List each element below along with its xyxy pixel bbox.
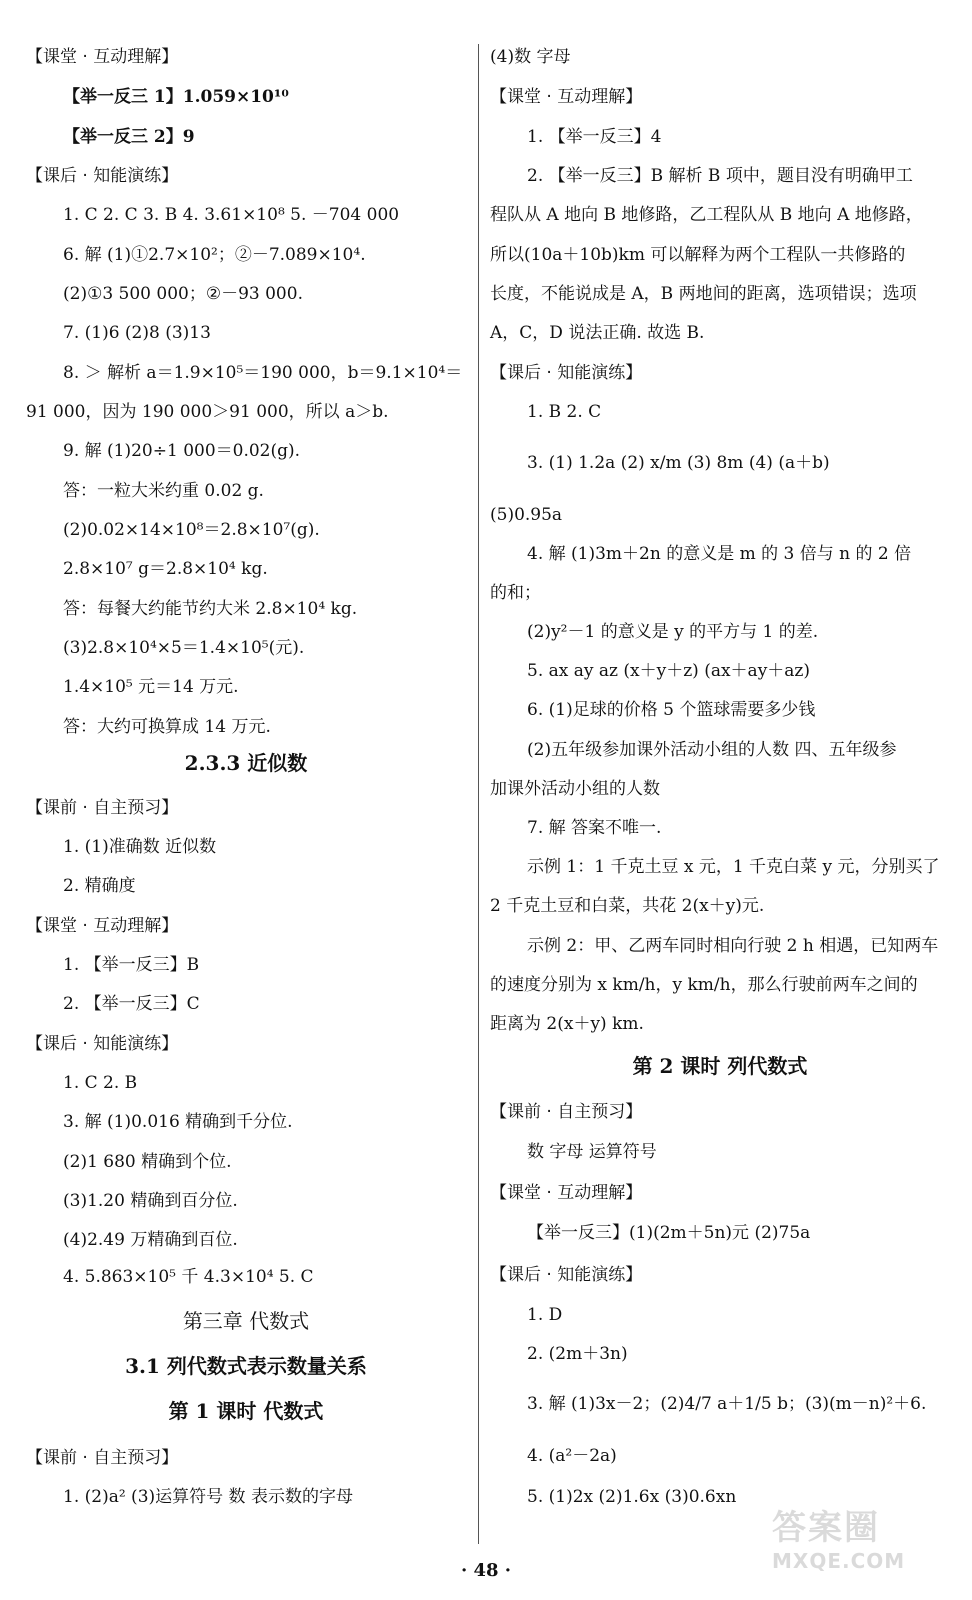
answer-line: 91 000，因为 190 000＞91 000，所以 a＞b. [26, 402, 389, 422]
section-title: 3.1 列代数式表示数量关系 [125, 1354, 367, 1378]
watermark-logo [772, 1500, 942, 1580]
answer-line: 示例 2：甲、乙两车同时相向行驶 2 h 相遇，已知两车 [527, 936, 939, 956]
answer-line: 3. (1) 1.2a (2) x/m (3) 8m (4) (a＋b) [527, 453, 830, 473]
answer-line: 距离为 2(x＋y) km. [490, 1014, 644, 1034]
answer-line: (4)数 字母 [490, 47, 571, 67]
answer-line: 答：一粒大米约重 0.02 g. [63, 481, 264, 501]
answer-line: 6. (1)足球的价格 5 个篮球需要多少钱 [527, 700, 816, 720]
section-header: 【课堂 · 互动理解】 [490, 1183, 643, 1203]
answer-line: 1. 【举一反三】B [63, 955, 200, 975]
answer-line: (2)①3 500 000；②－93 000. [63, 284, 303, 304]
section-header: 【课后 · 知能演练】 [490, 363, 643, 383]
section-header: 【课后 · 知能演练】 [26, 1034, 179, 1054]
answer-line: 8. ＞ 解析 a＝1.9×10⁵＝190 000，b＝9.1×10⁴＝ [63, 363, 463, 383]
answer-line: 【举一反三 2】9 [63, 127, 195, 147]
answer-line: 9. 解 (1)20÷1 000＝0.02(g). [63, 441, 301, 461]
answer-line: 1. D [527, 1305, 563, 1325]
section-header: 【课后 · 知能演练】 [26, 166, 179, 186]
answer-line: 5. (1)2x (2)1.6x (3)0.6xn [527, 1487, 737, 1507]
answer-line: 1. B 2. C [527, 402, 602, 422]
answer-line: 长度，不能说成是 A，B 两地间的距离，选项错误；选项 [490, 284, 917, 304]
section-header: 【课前 · 自主预习】 [490, 1102, 643, 1122]
section-title: 2.3.3 近似数 [184, 751, 308, 775]
answer-line: A，C，D 说法正确. 故选 B. [490, 323, 705, 343]
answer-line: 2. 【举一反三】C [63, 994, 200, 1014]
answer-line: 2. (2m＋3n) [527, 1344, 628, 1364]
answer-line: 加课外活动小组的人数 [490, 779, 660, 799]
section-header: 【课后 · 知能演练】 [490, 1265, 643, 1285]
answer-line: 【举一反三 1】1.059×10¹⁰ [63, 87, 289, 107]
answer-line: 1. 【举一反三】4 [527, 127, 662, 147]
answer-line: 答：大约可换算成 14 万元. [63, 717, 271, 737]
answer-line: 所以(10a＋10b)km 可以解释为两个工程队一共修路的 [490, 245, 906, 265]
answer-line: (3)2.8×10⁴×5＝1.4×10⁵(元). [63, 638, 305, 658]
answer-line: 1. C 2. B [63, 1073, 138, 1093]
section-header: 【课堂 · 互动理解】 [26, 47, 179, 67]
section-header: 【课前 · 自主预习】 [26, 798, 179, 818]
answer-line: 7. 解 答案不唯一. [527, 818, 662, 838]
answer-line: 4. 解 (1)3m＋2n 的意义是 m 的 3 倍与 n 的 2 倍 [527, 544, 912, 564]
answer-line: 1. C 2. C 3. B 4. 3.61×10⁸ 5. －704 000 [63, 205, 400, 225]
answer-line: 1. (1)准确数 近似数 [63, 837, 217, 857]
section-title: 第 1 课时 代数式 [168, 1399, 324, 1423]
answer-line: 示例 1：1 千克土豆 x 元，1 千克白菜 y 元，分别买了 [527, 857, 940, 877]
answer-line: 【举一反三】(1)(2m＋5n)元 (2)75a [527, 1223, 811, 1243]
answer-line: (2)五年级参加课外活动小组的人数 四、五年级参 [527, 740, 897, 760]
answer-line: (5)0.95a [490, 505, 563, 525]
answer-line: 3. 解 (1)0.016 精确到千分位. [63, 1112, 293, 1132]
answer-line: 的速度分别为 x km/h，y km/h，那么行驶前两车之间的 [490, 975, 918, 995]
answer-line: 2 千克土豆和白菜，共花 2(x＋y)元. [490, 896, 765, 916]
section-header: 【课堂 · 互动理解】 [26, 916, 179, 936]
answer-line: 7. (1)6 (2)8 (3)13 [63, 323, 211, 343]
answer-line: (4)2.49 万精确到百位. [63, 1230, 238, 1250]
answer-line: (3)1.20 精确到百分位. [63, 1191, 238, 1211]
answer-line: 答：每餐大约能节约大米 2.8×10⁴ kg. [63, 599, 358, 619]
answer-line: 数 字母 运算符号 [527, 1142, 657, 1162]
column-divider [478, 44, 479, 1544]
answer-line: (2)0.02×14×10⁸＝2.8×10⁷(g). [63, 520, 320, 540]
answer-line: 的和； [490, 583, 541, 603]
answer-line: 1.4×10⁵ 元＝14 万元. [63, 677, 239, 697]
answer-line: 1. (2)a² (3)运算符号 数 表示数的字母 [63, 1487, 353, 1507]
answer-line: 6. 解 (1)①2.7×10²；②－7.089×10⁴. [63, 245, 366, 265]
answer-line: (2)1 680 精确到个位. [63, 1152, 232, 1172]
watermark-url: MXQE.COM [772, 1549, 906, 1573]
watermark-text: 答案圈 [772, 1508, 880, 1548]
section-header: 【课堂 · 互动理解】 [490, 87, 643, 107]
answer-line: (2)y²－1 的意义是 y 的平方与 1 的差. [527, 622, 819, 642]
answer-line: 4. (a²－2a) [527, 1446, 617, 1466]
answer-line: 2. 精确度 [63, 876, 136, 896]
answer-line: 2.8×10⁷ g＝2.8×10⁴ kg. [63, 559, 268, 579]
answer-line: 5. ax ay az (x＋y＋z) (ax＋ay＋az) [527, 661, 811, 681]
answer-line: 3. 解 (1)3x－2；(2)4/7 a＋1/5 b；(3)(m－n)²＋6. [527, 1394, 927, 1414]
section-title: 第三章 代数式 [182, 1309, 310, 1333]
answer-line: 4. 5.863×10⁵ 千 4.3×10⁴ 5. C [63, 1267, 314, 1287]
section-title: 第 2 课时 列代数式 [632, 1054, 808, 1078]
answer-line: 程队从 A 地向 B 地修路，乙工程队从 B 地向 A 地修路， [490, 205, 923, 225]
section-header: 【课前 · 自主预习】 [26, 1448, 179, 1468]
page-number: · 48 · [460, 1560, 512, 1581]
answer-line: 2. 【举一反三】B 解析 B 项中，题目没有明确甲工 [527, 166, 913, 186]
